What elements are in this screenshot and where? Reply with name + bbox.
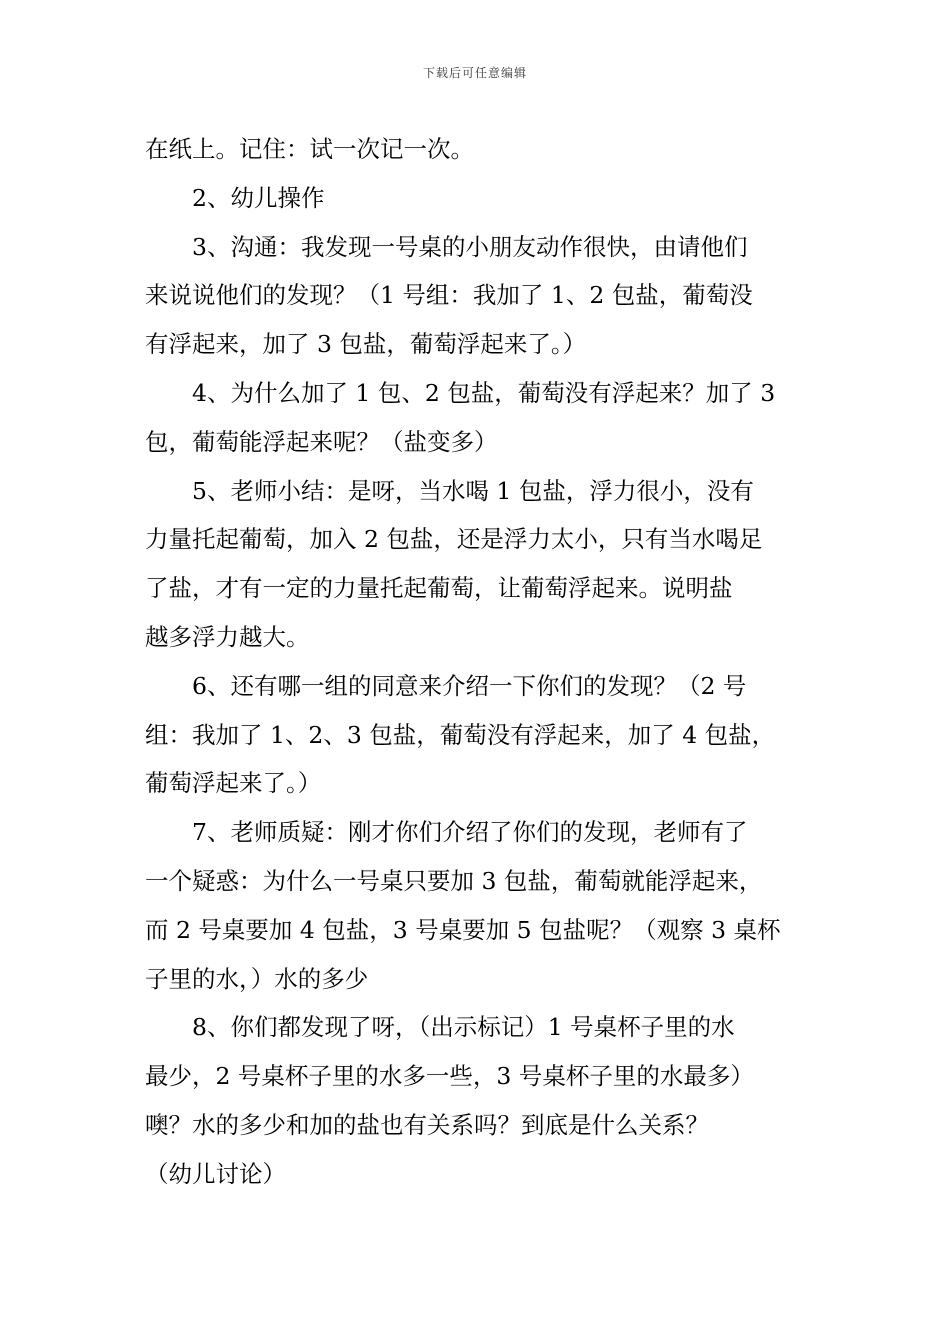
paragraph-6	[145, 662, 810, 808]
text-line: 子里的水，）水的多少	[145, 964, 369, 993]
paragraph-3	[145, 223, 810, 369]
text-line: 越多浮力越大。	[145, 622, 310, 651]
paragraph-1	[145, 125, 810, 174]
text-line: 8、你们都发现了呀，（出示标记）1 号桌杯子里的水	[192, 1013, 735, 1042]
text-line: 在纸上。记住：试一次记一次。	[145, 135, 474, 163]
text-line: 6、还有哪一组的同意来介绍一下你们的发现？（2 号	[192, 671, 747, 700]
text-line: 一个疑惑：为什么一号桌只要加 3 包盐，葡萄就能浮起来，	[145, 866, 763, 895]
document-body	[145, 125, 810, 1199]
text-line: 7、老师质疑：刚才你们介绍了你们的发现，老师有了	[192, 818, 748, 847]
text-line: 包，葡萄能浮起来呢？（盐变多）	[145, 427, 498, 456]
text-line: 了盐，才有一定的力量托起葡萄，让葡萄浮起来。说明盐	[145, 574, 733, 603]
text-line: 噢？水的多少和加的盐也有关系吗？到底是什么关系？	[145, 1110, 709, 1139]
text-line: 2、幼儿操作	[192, 183, 325, 212]
text-line: 而 2 号桌要加 4 包盐，3 号桌要加 5 包盐呢？（观察 3 桌杯	[145, 915, 781, 944]
page-header: 下载后可任意编辑	[422, 66, 527, 80]
text-line: 来说说他们的发现？（1 号组：我加了 1、2 包盐，葡萄没	[145, 281, 753, 310]
text-line: （幼儿讨论）	[145, 1159, 286, 1188]
paragraph-8	[145, 1003, 810, 1198]
text-line: 5、老师小结：是呀，当水喝 1 包盐，浮力很小，没有	[192, 476, 754, 505]
text-line: 4、为什么加了 1 包、2 包盐，葡萄没有浮起来？加了 3	[192, 378, 776, 407]
text-line: 力量托起葡萄，加入 2 包盐，还是浮力太小，只有当水喝足	[145, 525, 763, 554]
text-line: 3、沟通：我发现一号桌的小朋友动作很快，由请他们	[192, 232, 748, 261]
text-line: 葡萄浮起来了。）	[145, 769, 322, 798]
paragraph-2	[145, 174, 810, 223]
text-line: 最少，2 号桌杯子里的水多一些，3 号桌杯子里的水最多）	[145, 1062, 754, 1091]
paragraph-4	[145, 369, 810, 467]
text-line: 有浮起来，加了 3 包盐，葡萄浮起来了。）	[145, 330, 587, 359]
text-line: 组：我加了 1、2、3 包盐，葡萄没有浮起来，加了 4 包盐，	[145, 720, 776, 749]
paragraph-5	[145, 467, 810, 662]
paragraph-7	[145, 808, 810, 1003]
